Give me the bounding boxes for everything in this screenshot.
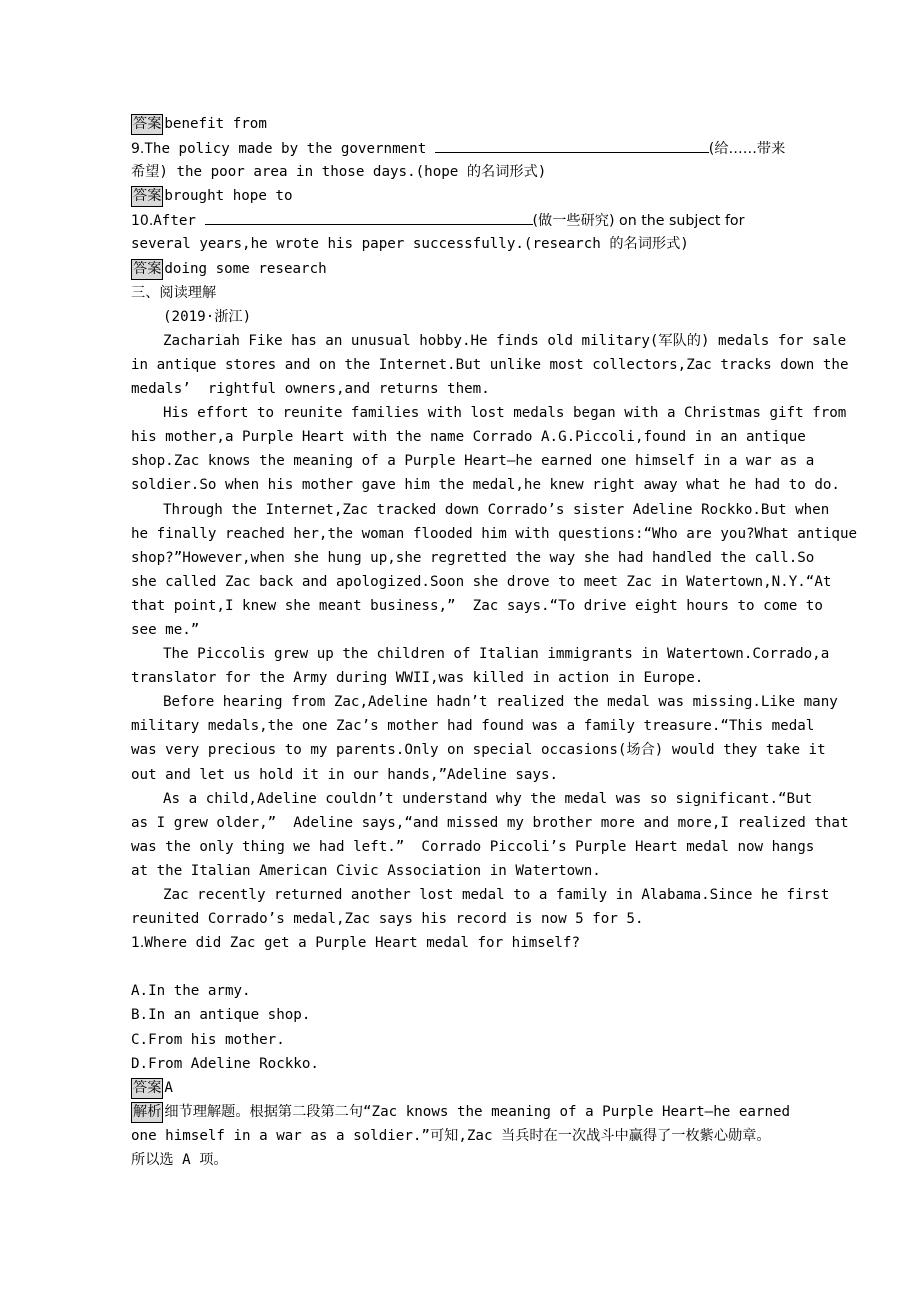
answer-text: brought hope to [164, 188, 293, 205]
question-hint: (做一些研究) on the subject for [532, 213, 745, 230]
section-source: (2019·浙江) [163, 308, 252, 325]
explanation-text: 细节理解题。根据第二段第二句“Zac knows the meaning of a Purple Heart—he earned [164, 1103, 791, 1120]
question-number: 9. [131, 141, 145, 158]
passage-line: out and let us hold it in our hands,”Adeline says. [131, 766, 559, 783]
passage-line: shop?”However,when she hung up,she regretted the way she had handled the call.So [131, 549, 815, 566]
answer-tag: 答案 [131, 186, 163, 207]
question-number: 1. [131, 935, 145, 952]
answer-text: doing some research [164, 260, 327, 277]
answer-line-10 [131, 257, 821, 281]
question-1-stem [131, 931, 821, 955]
section-title: 三、阅读理解 [131, 284, 217, 301]
fill-blank [435, 136, 709, 153]
passage-line: As a child,Adeline couldn’t understand why the medal was so significant.“But [163, 790, 813, 807]
answer-line-prev [131, 112, 821, 136]
passage-line: at the Italian American Civic Association in Watertown. [131, 862, 601, 879]
answer-line-q1 [131, 1076, 821, 1100]
answer-tag: 答案 [131, 1078, 163, 1099]
explanation-line [131, 1100, 821, 1124]
passage-line: The Piccolis grew up the children of Italian immigrants in Watertown.Corrado,a [163, 646, 830, 663]
passage-line: Through the Internet,Zac tracked down Corrado’s sister Adeline Rockko.But when [163, 501, 830, 518]
question-hint: (给……带来 [708, 141, 786, 158]
explain-tag: 解析 [131, 1102, 163, 1123]
question-text: After [153, 213, 205, 230]
passage-paragraph-4 [131, 642, 830, 690]
option-c: C.From his mother. [131, 1031, 285, 1048]
passage-line: Zac recently returned another lost medal to a family in Alabama.Since he first [163, 887, 830, 903]
answer-line-9 [131, 184, 821, 208]
question-9-line2: 希望) the poor area in those days.(hope 的名词形式) [131, 164, 547, 181]
passage-line: shop.Zac knows the meaning of a Purple Heart—he earned one himself in a war as a [131, 453, 815, 470]
option-d: D.From Adeline Rockko. [131, 1055, 319, 1072]
reading-passage [131, 329, 858, 931]
passage-line: His effort to reunite families with lost medals began with a Christmas gift from [163, 405, 847, 422]
answer-tag: 答案 [131, 259, 163, 280]
passage-line: translator for the Army during WWII,was killed in action in Europe. [131, 670, 704, 687]
option-a: A.In the army. [131, 983, 251, 1000]
passage-paragraph-3 [131, 498, 858, 643]
passage-paragraph-5 [131, 690, 838, 786]
passage-line: was the only thing we had left.” Corrado Piccoli’s Purple Heart medal now hangs [131, 838, 815, 855]
document-page [131, 112, 858, 1172]
passage-paragraph-2 [131, 401, 847, 497]
passage-line: soldier.So when his mother gave him the medal,he knew right away what he had to do. [131, 477, 840, 494]
passage-line: in antique stores and on the Internet.But unlike most collectors,Zac tracks down the [131, 356, 849, 373]
answer-text: A [164, 1079, 173, 1096]
passage-paragraph-1 [131, 329, 849, 401]
passage-line: military medals,the one Zac’s mother had found was a family treasure.“This medal [131, 718, 815, 735]
question-9-line1 [131, 136, 821, 160]
question-text: The policy made by the government [144, 141, 435, 158]
passage-line: he finally reached her,the woman flooded him with questions:“Who are you?What antique [131, 525, 858, 542]
passage-paragraph-7 [131, 883, 830, 931]
question-number: 10. [131, 213, 154, 230]
question-10-line2: several years,he wrote his paper successfully.(research 的名词形式) [131, 236, 689, 253]
passage-line: reunited Corrado’s medal,Zac says his record is now 5 for 5. [131, 911, 644, 928]
passage-paragraph-6 [131, 787, 849, 883]
passage-line: Zachariah Fike has an unusual hobby.He finds old military(军队的) medals for sale [163, 332, 847, 349]
option-b: B.In an antique shop. [131, 1007, 311, 1024]
passage-line: Before hearing from Zac,Adeline hadn’t realized the medal was missing.Like many [163, 694, 838, 711]
passage-line: medals’ rightful owners,and returns them. [131, 381, 490, 398]
question-text: Where did Zac get a Purple Heart medal for himself? [144, 935, 580, 952]
passage-line: his mother,a Purple Heart with the name Corrado A.G.Piccoli,found in an antique [131, 429, 806, 446]
passage-line: was very precious to my parents.Only on special occasions(场合) would they take it [131, 742, 826, 759]
answer-text: benefit from [164, 116, 267, 132]
question-10-line1 [131, 208, 821, 232]
passage-line: that point,I knew she meant business,” Zac says.“To drive eight hours to come to [131, 597, 823, 614]
spacer [131, 955, 821, 979]
passage-line: as I grew older,” Adeline says,“and missed my brother more and more,I realized that [131, 814, 849, 831]
explanation-line: one himself in a war as a soldier.”可知,Zac 当兵时在一次战斗中赢得了一枚紫心勋章。 [131, 1127, 771, 1144]
answer-tag: 答案 [131, 114, 163, 135]
explanation-line: 所以选 A 项。 [131, 1152, 228, 1169]
passage-line: she called Zac back and apologized.Soon she drove to meet Zac in Watertown,N.Y.“At [131, 573, 832, 590]
passage-line: see me.” [131, 621, 200, 638]
explanation-block [131, 1100, 821, 1172]
fill-blank [205, 208, 533, 225]
